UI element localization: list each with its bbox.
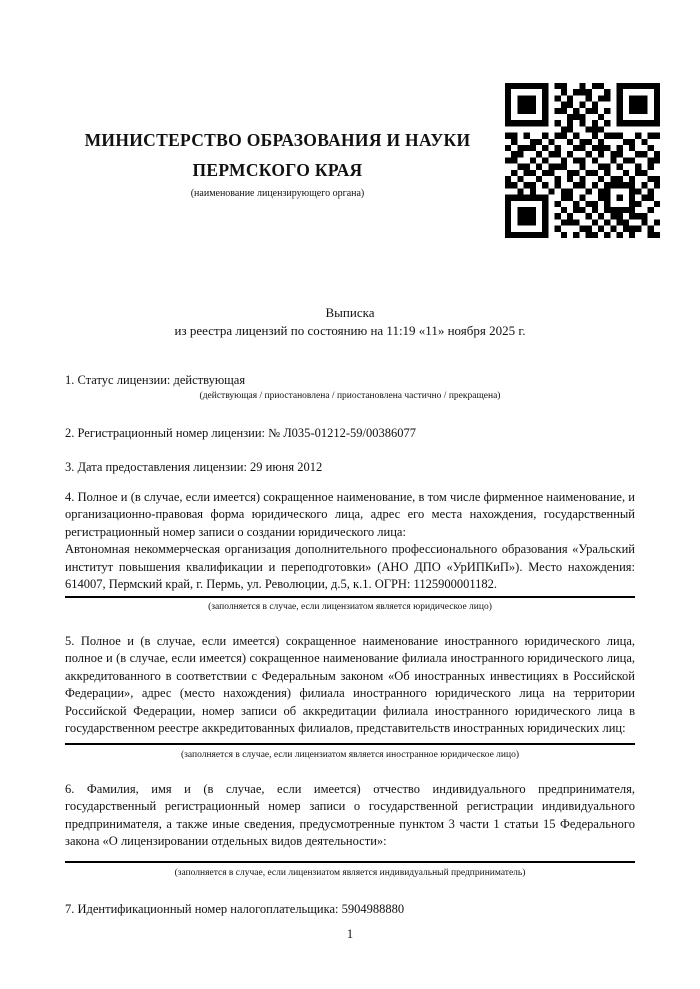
foreign-entity-fill-in-rule <box>65 743 635 745</box>
individual-entrepreneur-caption: (заполняется в случае, если лицензиатом является индивидуальный предприниматель) <box>174 867 526 878</box>
document-title-line1: Выписка <box>325 305 375 320</box>
ministry-name-line2: ПЕРМСКОГО КРАЯ <box>192 160 363 180</box>
license-status-text: 1. Статус лицензии: действующая <box>65 373 246 387</box>
legal-entity-caption: (заполняется в случае, если лицензиатом является юридическое лицо) <box>208 601 492 612</box>
licensing-authority-header <box>65 125 490 201</box>
item-registration-number <box>65 425 635 443</box>
document-title <box>65 304 635 339</box>
individual-entrepreneur-fill-in-rule <box>65 861 635 863</box>
item-license-status <box>65 372 635 403</box>
item-individual-entrepreneur <box>65 781 635 880</box>
grant-date-text: 3. Дата предоставления лицензии: 29 июня 2012 <box>65 460 323 474</box>
registration-number-text: 2. Регистрационный номер лицензии: № Л035-01212-59/00386077 <box>65 425 416 440</box>
authority-name-caption: (наименование лицензирующего органа) <box>190 188 365 199</box>
legal-entity-value: Автономная некоммерческая организация дополнительного профессионального образования «Уральский институт повышения квалификации и переподготовки» (АНО ДПО «УрИПКиП»). Место нахождения: 614007, Пермский край, г. Пермь, ул. Революции, д.5, к.1. ОГРН: 1125900001182. <box>65 541 635 598</box>
license-status-options-caption: (действующая / приостановлена / приостановлена частично / прекращена) <box>199 390 501 401</box>
page-number: 1 <box>346 927 354 941</box>
item-foreign-entity <box>65 633 635 762</box>
taxpayer-number-text: 7. Идентификационный номер налогоплательщика: 5904988880 <box>65 901 405 916</box>
legal-entity-heading: 4. Полное и (в случае, если имеется) сокращенное наименование, в том числе фирменное наименование, и организационно-правовая форма юридического лица, адрес его места нахождения, государственный регистрационный номер записи о создании юридического лица: <box>65 489 635 539</box>
qr-code <box>505 83 660 238</box>
document-title-line2: из реестра лицензий по состоянию на 11:19 «11» ноября 2025 г. <box>174 322 526 338</box>
item-taxpayer-number <box>65 901 635 919</box>
foreign-entity-caption: (заполняется в случае, если лицензиатом является иностранное юридическое лицо) <box>181 749 519 760</box>
individual-entrepreneur-heading: 6. Фамилия, имя и (в случае, если имеется) отчество индивидуального предпринимателя, государственный регистрационный номер записи о государственной регистрации индивидуального предпринимателя, а также иные сведения, предусмотренные пунктом 3 части 1 статьи 15 Федерального закона «О лицензировании отдельных видов деятельности»: <box>65 781 635 848</box>
ministry-name-line1: МИНИСТЕРСТВО ОБРАЗОВАНИЯ И НАУКИ <box>84 130 471 150</box>
item-grant-date <box>65 459 635 477</box>
foreign-entity-heading: 5. Полное и (в случае, если имеется) сокращенное наименование иностранного юридического лица, полное и (в случае, если имеется) сокращенное наименование филиала иностранного юридического лица, аккредитованного в соответствии с Федеральным законом «Об иностранных инвестициях в Российской Федерации», адрес (место нахождения) филиала иностранного юридического лица на территории Российской Федерации, номер записи об аккредитации филиала иностранного юридического лица в государственном реестре аккредитованных филиалов, представительств иностранных юридических лиц: <box>65 633 635 735</box>
item-legal-entity <box>65 489 635 614</box>
